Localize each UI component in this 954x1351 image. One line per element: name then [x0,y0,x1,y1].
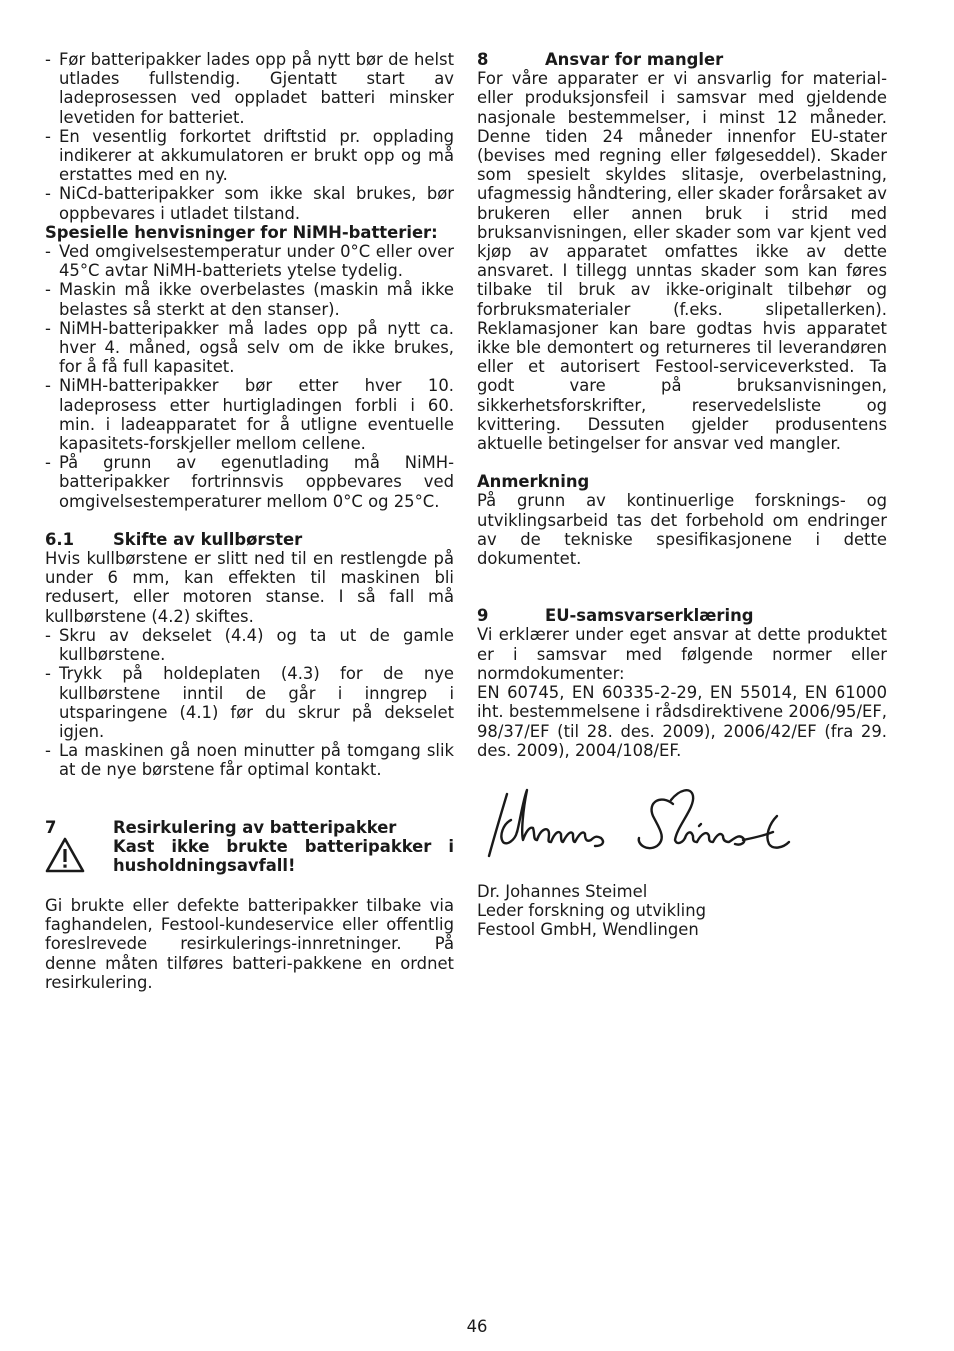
list-item: - Maskin må ikke overbelastes (maskin må ikke belastes så sterkt at den stanser). [45,280,454,319]
section-number: 6.1 [45,529,75,549]
list-item-text: Før batteripakker lades opp på nytt bør de helst utlades fullstendig. Gjentatt start av ladeprosessen ved oppladet batteri minsker levetiden for batteriet. [59,50,454,127]
list-item-text: På grunn av egenutlading må NiMH-batteripakker fortrinnsvis oppbevares ved omgivelsestemperaturer mellom 0°C og 25°C. [59,453,454,511]
note-body: På grunn av kontinuerlige forsknings- og utviklingsarbeid tas det forbehold om endringer av de tekniske spesifikasjonene i dette dokumentet. [477,491,887,569]
list-item: - NiMH-batteripakker bør etter hver 10. ladeprosess etter hurtigladingen forbli i 60. min. i ladeapparatet for å utligne eventuelle kapasitets-forskjeller mellom cellene. [45,376,454,454]
list-item: - NiMH-batteripakker må lades opp på nytt ca. hver 4. måned, også selv om de ikke brukes, for å få full kapasitet. [45,318,454,377]
list-item-text: En vesentlig forkortet driftstid pr. opplading indikerer at akkumulatoren er brukt opp og må erstattes med en ny. [59,126,454,185]
list-item: - Før batteripakker lades opp på nytt bør de helst utlades fullstendig. Gjentatt start av ladeprosessen ved oppladet batteri minsker levetiden for batteriet. [45,50,454,127]
signer-role: Leder forskning og utvikling [477,901,706,921]
list-item: - La maskinen gå noen minutter på tomgang slik at de nye børstene får optimal kontakt. [45,741,454,780]
list-item-text: Maskin må ikke overbelastes (maskin må ikke belastes så sterkt at den stanser). [59,280,454,319]
list-item-text: La maskinen gå noen minutter på tomgang slik at de nye børstene får optimal kontakt. [59,741,454,780]
section-heading-8 [477,50,887,69]
signer-company: Festool GmbH, Wendlingen [477,920,699,940]
list-item-text: Ved omgivelsestemperatur under 0°C eller over 45°C avtar NiMH-batteriets ytelse tydelig. [59,242,454,281]
list-item: - Skru av dekselet (4.4) og ta ut de gamle kullbørstene. [45,625,454,665]
list-item-text: NiCd-batteripakker som ikke skal brukes, bør oppbevares i utladet tilstand. [59,184,454,223]
section-body: Gi brukte eller defekte batteripakker tilbake via faghandelen, Festool-kundeservice eller offentlig foreslrevede resirkulerings-innretninger. På denne måten tilføres batteri-pakkene en ordnet resirkulering. [45,895,454,992]
warning-block [45,837,454,877]
list-item-text: NiMH-batteripakker bør etter hver 10. ladeprosess etter hurtigladingen forbli i 60. min. i ladeapparatet for å utligne eventuelle kapasitets-forskjeller mellom cellene. [59,376,454,454]
section-number: 7 [45,817,57,837]
section-body: For våre apparater er vi ansvarlig for material- eller produksjonsfeil i samsvar med gjeldende nasjonale bestemmelser, i minst 12 måneder. Denne tiden 24 måneder innenfor EU-stater (bevises med regning eller følgeseddel). Skader som spesielt skyldes slitasje, overbelastning, ufagmessig håndtering, eller skader forårsaket av brukeren eller annen bruk i strid med bruksanvisningen, eller skader som var kjent ved kjøp av apparatet omfattes ikke av dette ansvaret. I tillegg unntas skader som kan føres tilbake til bruk av ikke-originalt tilbehør og forbruksmaterialer (f.eks. slipetallerken). Reklamasjoner kan bare godtas hvis apparatet ikke ble demontert og returneres til leverandøren eller et autorisert Festool-serviceverksted. Ta godt vare på bruksanvisningen, sikkerhetsforskrifter, reservedelsliste og kvittering. Dessuten gjelder produsentens aktuelle betingelser for ansvar ved mangler. [477,69,887,454]
right-column [477,50,887,940]
section-heading-9 [477,606,887,625]
page-number: 46 [466,1317,488,1336]
list-item: - På grunn av egenutlading må NiMH-batteripakker fortrinnsvis oppbevares ved omgivelsestemperaturer mellom 0°C og 25°C. [45,453,454,511]
signature-image [477,780,887,868]
list-item-text: Skru av dekselet (4.4) og ta ut de gamle kullbørstene. [59,625,454,665]
list-item: - Ved omgivelsestemperatur under 0°C eller over 45°C avtar NiMH-batteriets ytelse tydelig. [45,242,454,281]
list-item: - Trykk på holdeplaten (4.3) for de nye kullbørstene inntil de går i inngrep i utsparingene (4.1) før du skrur på dekselet igjen. [45,664,454,741]
section-number: 9 [477,606,489,626]
warning-triangle-icon [45,837,113,877]
list-item: - En vesentlig forkortet driftstid pr. opplading indikerer at akkumulatoren er brukt opp og må erstattes med en ny. [45,126,454,185]
section-heading-6-1 [45,530,454,549]
list-item-text: NiMH-batteripakker må lades opp på nytt ca. hver 4. måned, også selv om de ikke brukes, for å få full kapasitet. [59,318,454,377]
left-column [45,50,454,992]
signer-name: Dr. Johannes Steimel [477,881,648,901]
section-title: Ansvar for mangler [545,50,724,69]
section-body: EN 60745, EN 60335-2-29, EN 55014, EN 61000 iht. bestemmelsene i rådsdirektivene 2006/95/EF, 98/37/EF (til 28. des. 2009), 2006/42/EF (fra 29. des. 2009), 2004/108/EF. [477,683,887,760]
section-heading-7 [45,818,454,837]
section-body: Vi erklærer under eget ansvar at dette produktet er i samsvar med følgende normer eller normdokumenter: [477,625,887,683]
nimh-heading: Spesielle henvisninger for NiMH-batterier: [45,222,438,242]
section-body: Hvis kullbørstene er slitt ned til en restlengde på under 6 mm, kan effekten til maskinen bli redusert, eller motoren stanse. I så fall må kullbørstene (4.2) skiftes. [45,549,454,626]
section-title: Resirkulering av batteripakker [113,817,397,837]
section-number: 8 [477,50,489,69]
list-item-text: Trykk på holdeplaten (4.3) for de nye kullbørstene inntil de går i inngrep i utsparingene (4.1) før du skrur på dekselet igjen. [59,664,454,741]
section-title: Skifte av kullbørster [113,529,303,549]
list-item: - NiCd-batteripakker som ikke skal brukes, bør oppbevares i utladet tilstand. [45,184,454,223]
note-title: Anmerkning [477,472,590,492]
section-title: EU-samsvarserklæring [545,606,754,626]
warning-text: Kast ikke brukte batteripakker i husholdningsavfall! [113,836,454,875]
